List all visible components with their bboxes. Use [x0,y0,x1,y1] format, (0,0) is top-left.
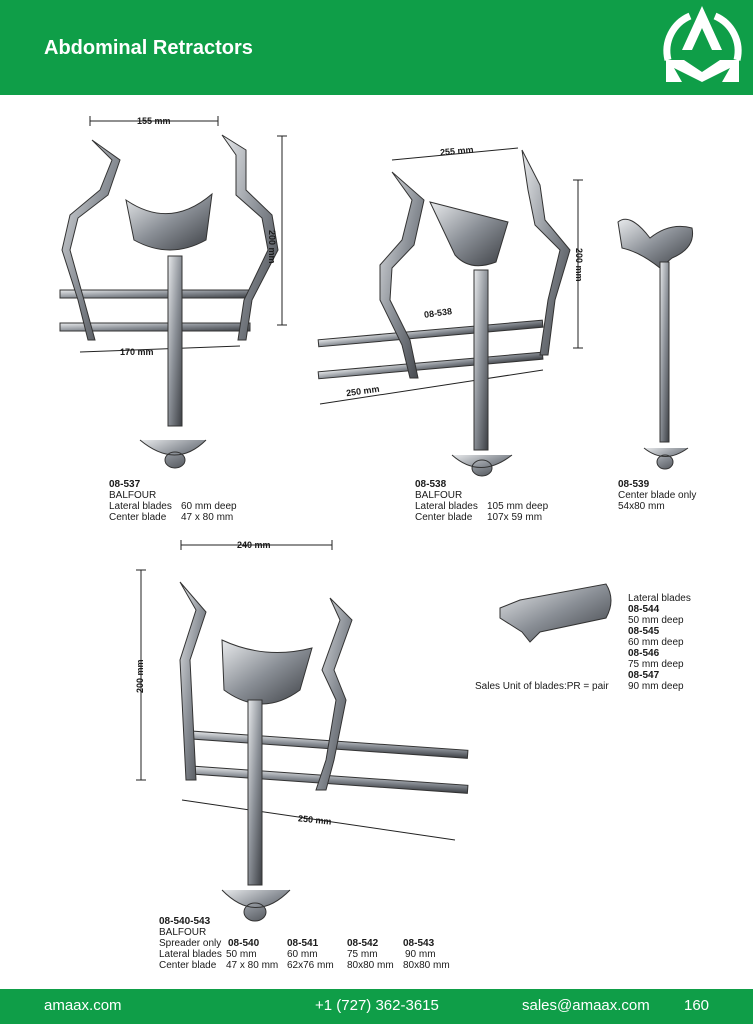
spec-value: 105 mm deep [487,501,549,512]
spec-label: Spreader only [159,938,222,949]
blade-code: 08-547 [628,670,660,681]
page-header [0,0,753,95]
blade-depth: 60 mm deep [628,637,684,648]
dim-label: 240 mm [237,540,271,550]
spec-label: Center blade [109,512,167,523]
blade-code: 08-545 [628,626,660,637]
product-code: 08-538 [415,479,447,490]
product-name: BALFOUR [159,927,207,938]
dim-label: 200 mm [267,230,277,264]
product-name: BALFOUR [415,490,463,501]
spec-value: 50 mm [226,949,257,960]
spec-value: 47 x 80 mm [226,960,279,971]
spec-value: 75 mm [347,949,378,960]
blade-depth: 50 mm deep [628,615,684,626]
spec-label: Lateral blades [109,501,172,512]
page-title: Abdominal Retractors [44,37,253,59]
dim-label: 170 mm [120,347,154,357]
spec-label: Center blade [159,960,217,971]
variant-code: 08-540 [228,938,260,949]
instrument-illustrations [0,95,753,989]
spec-value: 47 x 80 mm [181,512,234,523]
blade-depth: 75 mm deep [628,659,684,670]
product-code: 08-539 [618,479,650,490]
dim-label: 155 mm [137,116,171,126]
blade-code: 08-546 [628,648,660,659]
product-code: 08-537 [109,479,141,490]
page-number: 160 [684,997,710,1014]
company-logo-icon [660,4,745,86]
variant-code: 08-541 [287,938,319,949]
dim-label: 250 mm [297,813,332,827]
dim-label: 08-538 [423,306,453,320]
spec-label: Center blade [415,512,473,523]
product-size: 54x80 mm [618,501,665,512]
product-name: BALFOUR [109,490,157,501]
dim-label: 200 mm [135,659,145,693]
variant-code: 08-543 [403,938,435,949]
variant-code: 08-542 [347,938,379,949]
spec-value: 60 mm [287,949,318,960]
spec-value: 62x76 mm [287,960,334,971]
sales-unit-note: Sales Unit of blades:PR = pair [475,681,609,692]
footer-website[interactable]: amaax.com [44,997,122,1014]
spec-value: 80x80 mm [403,960,450,971]
blades-title: Lateral blades [628,593,691,604]
spec-value: 60 mm deep [181,501,237,512]
spec-value: 107x 59 mm [487,512,543,523]
product-code: 08-540-543 [159,916,211,927]
spec-value: 90 mm [405,949,436,960]
dim-label: 200 mm [574,248,584,282]
dim-label: 250 mm [345,383,381,399]
spec-value: 80x80 mm [347,960,394,971]
spec-label: Lateral blades [159,949,222,960]
footer-email[interactable]: sales@amaax.com [522,997,650,1014]
page-footer [0,989,753,1024]
spec-label: Lateral blades [415,501,478,512]
blade-code: 08-544 [628,604,660,615]
dim-label: 255 mm [439,144,474,158]
footer-phone[interactable]: +1 (727) 362-3615 [315,997,439,1014]
blade-depth: 90 mm deep [628,681,684,692]
product-desc: Center blade only [618,490,697,501]
